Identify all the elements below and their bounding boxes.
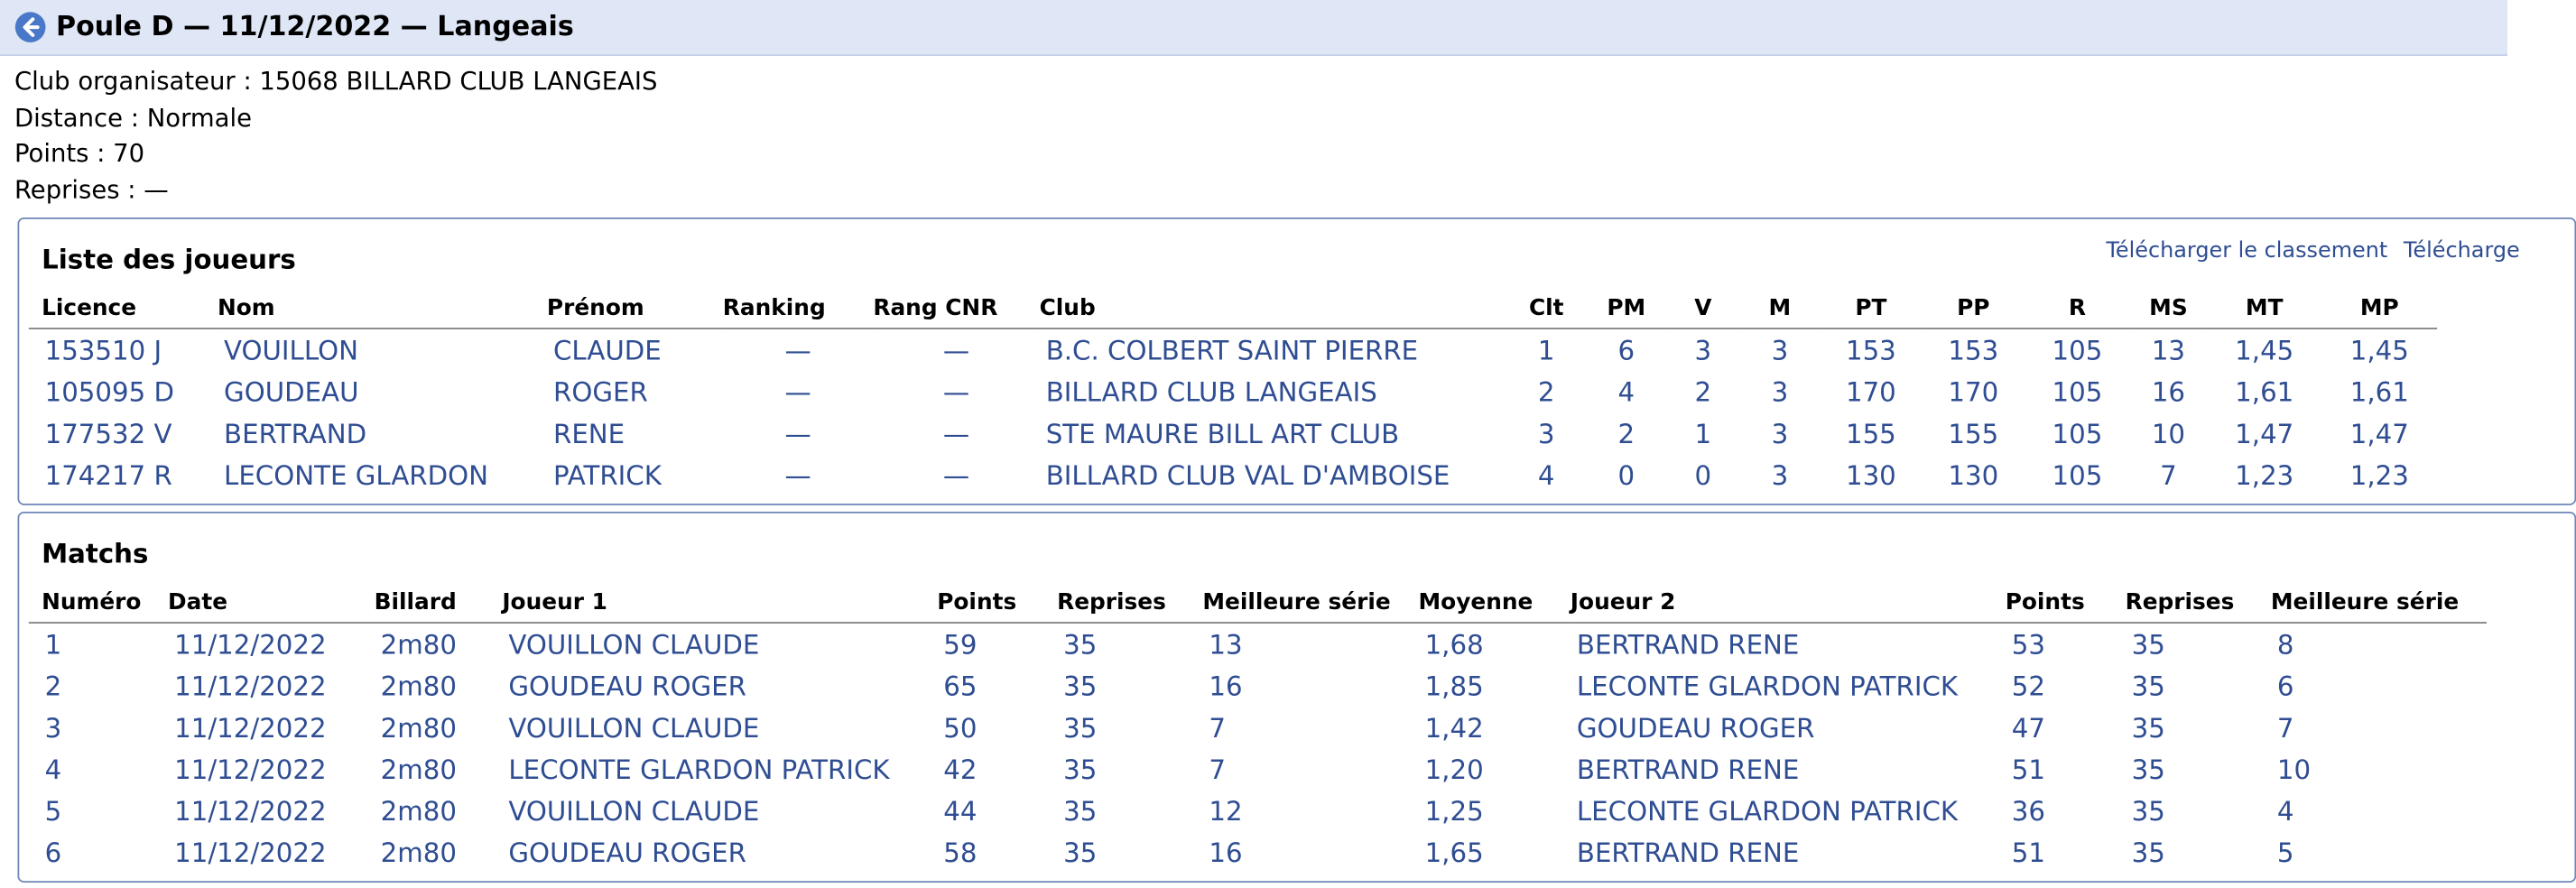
v: 2: [1694, 376, 1712, 407]
m: 3: [1771, 459, 1789, 491]
points-2: 52: [2011, 671, 2046, 701]
joueur-1[interactable]: GOUDEAU ROGER: [508, 837, 746, 868]
club[interactable]: STE MAURE BILL ART CLUB: [1045, 418, 1400, 449]
clt: 1: [1537, 335, 1555, 365]
licence[interactable]: 177532 V: [44, 418, 172, 449]
mt: 1,61: [2235, 376, 2294, 407]
nom[interactable]: LECONTE GLARDON: [224, 459, 489, 491]
billard: 2m80: [380, 629, 457, 660]
col-licence[interactable]: Licence: [29, 290, 218, 328]
r: 105: [2052, 459, 2103, 491]
club[interactable]: BILLARD CLUB LANGEAIS: [1045, 376, 1377, 407]
ranking: —: [784, 418, 811, 449]
col-rang-cnr[interactable]: Rang CNR: [873, 290, 1039, 328]
v: 3: [1694, 335, 1712, 365]
rang-cnr: —: [942, 376, 970, 407]
meilleure-serie-2: 6: [2276, 671, 2294, 701]
ranking: —: [784, 376, 811, 407]
meilleure-serie-1: 7: [1209, 754, 1227, 785]
joueur-2[interactable]: LECONTE GLARDON PATRICK: [1576, 795, 1959, 827]
billard: 2m80: [380, 754, 457, 785]
points-2: 51: [2011, 754, 2046, 785]
meilleure-serie-2: 8: [2276, 629, 2294, 660]
points-1: 65: [943, 671, 978, 701]
joueur-2[interactable]: BERTRAND RENE: [1576, 754, 1800, 785]
col-meilleure-serie-1[interactable]: Meilleure série: [1202, 584, 1418, 623]
reprises-1: 35: [1063, 671, 1098, 701]
matchs-table: [29, 584, 2487, 874]
r: 105: [2052, 335, 2103, 365]
meilleure-serie-2: 10: [2276, 754, 2312, 785]
meilleure-serie-1: 7: [1209, 712, 1227, 743]
date: 11/12/2022: [174, 712, 327, 743]
prenom: ROGER: [553, 376, 648, 407]
date: 11/12/2022: [174, 795, 327, 827]
pm: 0: [1617, 459, 1635, 491]
points-2: 51: [2011, 837, 2046, 868]
points-1: 58: [943, 837, 978, 868]
moyenne: 1,42: [1424, 712, 1484, 743]
player-row[interactable]: [29, 371, 2437, 412]
pt: 130: [1845, 459, 1896, 491]
points-1: 42: [943, 754, 978, 785]
v: 1: [1694, 418, 1712, 449]
r: 105: [2052, 376, 2103, 407]
prenom: CLAUDE: [553, 335, 662, 365]
mp: 1,61: [2349, 376, 2409, 407]
reprises-1: 35: [1063, 629, 1098, 660]
licence[interactable]: 153510 J: [44, 335, 162, 365]
col-clt[interactable]: Clt: [1506, 290, 1587, 328]
match-row[interactable]: [29, 748, 2487, 790]
players-title: Liste des joueurs: [42, 245, 296, 275]
download-ranking-link[interactable]: Télécharger le classement: [2106, 237, 2388, 264]
col-prenom[interactable]: Prénom: [547, 290, 723, 328]
billard: 2m80: [380, 671, 457, 701]
col-points-2[interactable]: Points: [2006, 584, 2126, 623]
page-title: Poule D — 11/12/2022 — Langeais: [56, 11, 574, 43]
meilleure-serie-1: 16: [1209, 671, 1243, 701]
col-joueur-2[interactable]: Joueur 2: [1571, 584, 2006, 623]
club-organisateur: Club organisateur : 15068 BILLARD CLUB LANGEAIS: [14, 67, 658, 97]
licence[interactable]: 105095 D: [44, 376, 175, 407]
rang-cnr: —: [942, 459, 970, 491]
col-mp[interactable]: MP: [2322, 290, 2438, 328]
match-row[interactable]: [29, 831, 2487, 873]
numero[interactable]: 4: [44, 754, 62, 785]
nom[interactable]: GOUDEAU: [224, 376, 359, 407]
clt: 2: [1537, 376, 1555, 407]
pp: 153: [1948, 335, 1999, 365]
match-row[interactable]: [29, 790, 2487, 831]
points-2: 47: [2011, 712, 2046, 743]
joueur-2[interactable]: GOUDEAU ROGER: [1576, 712, 1815, 743]
points: Points : 70: [14, 139, 145, 169]
club[interactable]: B.C. COLBERT SAINT PIERRE: [1045, 335, 1419, 365]
ranking: —: [784, 459, 811, 491]
players-panel: [17, 217, 2576, 505]
col-mt[interactable]: MT: [2207, 290, 2322, 328]
col-nom[interactable]: Nom: [218, 290, 547, 328]
pt: 155: [1845, 418, 1896, 449]
date: 11/12/2022: [174, 837, 327, 868]
v: 0: [1694, 459, 1712, 491]
meilleure-serie-1: 16: [1209, 837, 1243, 868]
col-joueur-1[interactable]: Joueur 1: [502, 584, 937, 623]
numero[interactable]: 5: [44, 795, 62, 827]
col-m[interactable]: M: [1740, 290, 1821, 328]
points-1: 44: [943, 795, 978, 827]
ranking: —: [784, 335, 811, 365]
points-1: 59: [943, 629, 978, 660]
billard: 2m80: [380, 837, 457, 868]
reprises-1: 35: [1063, 712, 1098, 743]
licence[interactable]: 174217 R: [44, 459, 172, 491]
matchs-header-row: [29, 584, 2487, 623]
col-ranking[interactable]: Ranking: [723, 290, 874, 328]
clt: 4: [1537, 459, 1555, 491]
numero[interactable]: 6: [44, 837, 62, 868]
matchs-panel: [17, 512, 2576, 883]
col-reprises-2[interactable]: Reprises: [2126, 584, 2271, 623]
ms: 10: [2151, 418, 2186, 449]
pt: 153: [1845, 335, 1896, 365]
points-2: 53: [2011, 629, 2046, 660]
reprises-1: 35: [1063, 795, 1098, 827]
billard: 2m80: [380, 795, 457, 827]
meilleure-serie-2: 5: [2276, 837, 2294, 868]
ms: 7: [2160, 459, 2177, 491]
date: 11/12/2022: [174, 671, 327, 701]
pt: 170: [1845, 376, 1896, 407]
date: 11/12/2022: [174, 629, 327, 660]
col-billard[interactable]: Billard: [375, 584, 503, 623]
col-points-1[interactable]: Points: [937, 584, 1057, 623]
col-numero[interactable]: Numéro: [29, 584, 168, 623]
pp: 155: [1948, 418, 1999, 449]
player-row[interactable]: [29, 328, 2437, 371]
moyenne: 1,20: [1424, 754, 1484, 785]
reprises-1: 35: [1063, 754, 1098, 785]
mp: 1,23: [2349, 459, 2409, 491]
pm: 4: [1617, 376, 1635, 407]
players-header-row: [29, 290, 2437, 328]
col-reprises-1[interactable]: Reprises: [1057, 584, 1202, 623]
rang-cnr: —: [942, 335, 970, 365]
reprises-2: 35: [2131, 671, 2165, 701]
date: 11/12/2022: [174, 754, 327, 785]
reprises-2: 35: [2131, 712, 2165, 743]
mt: 1,47: [2235, 418, 2294, 449]
col-pp[interactable]: PP: [1923, 290, 2025, 328]
mp: 1,47: [2349, 418, 2409, 449]
nom[interactable]: BERTRAND: [224, 418, 367, 449]
download-link-2[interactable]: Télécharge: [2403, 237, 2520, 264]
joueur-1[interactable]: GOUDEAU ROGER: [508, 671, 746, 701]
back-arrow-icon[interactable]: [14, 11, 46, 42]
joueur-1[interactable]: VOUILLON CLAUDE: [508, 712, 760, 743]
col-moyenne[interactable]: Moyenne: [1418, 584, 1570, 623]
numero[interactable]: 1: [44, 629, 62, 660]
match-row[interactable]: [29, 707, 2487, 748]
meilleure-serie-2: 4: [2276, 795, 2294, 827]
m: 3: [1771, 335, 1789, 365]
joueur-2[interactable]: LECONTE GLARDON PATRICK: [1576, 671, 1959, 701]
rang-cnr: —: [942, 418, 970, 449]
ms: 16: [2151, 376, 2186, 407]
mp: 1,45: [2349, 335, 2409, 365]
col-meilleure-serie-2[interactable]: Meilleure série: [2271, 584, 2487, 623]
reprises-2: 35: [2131, 837, 2165, 868]
ms: 13: [2151, 335, 2186, 365]
players-table: [29, 290, 2437, 496]
info-block: [0, 56, 2507, 208]
points-2: 36: [2011, 795, 2046, 827]
matchs-title: Matchs: [42, 539, 149, 569]
match-row[interactable]: [29, 665, 2487, 707]
r: 105: [2052, 418, 2103, 449]
mt: 1,23: [2235, 459, 2294, 491]
pm: 6: [1617, 335, 1635, 365]
moyenne: 1,25: [1424, 795, 1484, 827]
player-row[interactable]: [29, 412, 2437, 454]
prenom: PATRICK: [553, 459, 662, 491]
prenom: RENE: [553, 418, 625, 449]
meilleure-serie-1: 13: [1209, 629, 1243, 660]
title-bar: [0, 0, 2507, 56]
col-date[interactable]: Date: [168, 584, 375, 623]
reprises: Reprises : —: [14, 175, 169, 204]
joueur-1[interactable]: VOUILLON CLAUDE: [508, 795, 760, 827]
billard: 2m80: [380, 712, 457, 743]
match-row[interactable]: [29, 623, 2487, 665]
col-pm[interactable]: PM: [1587, 290, 1667, 328]
meilleure-serie-2: 7: [2276, 712, 2294, 743]
pm: 2: [1617, 418, 1635, 449]
player-row[interactable]: [29, 454, 2437, 495]
reprises-1: 35: [1063, 837, 1098, 868]
col-r[interactable]: R: [2025, 290, 2130, 328]
moyenne: 1,68: [1424, 629, 1484, 660]
meilleure-serie-1: 12: [1209, 795, 1243, 827]
points-1: 50: [943, 712, 978, 743]
numero[interactable]: 2: [44, 671, 62, 701]
numero[interactable]: 3: [44, 712, 62, 743]
distance: Distance : Normale: [14, 103, 252, 133]
reprises-2: 35: [2131, 795, 2165, 827]
joueur-1[interactable]: LECONTE GLARDON PATRICK: [508, 754, 890, 785]
reprises-2: 35: [2131, 754, 2165, 785]
club[interactable]: BILLARD CLUB VAL D'AMBOISE: [1045, 459, 1450, 491]
clt: 3: [1537, 418, 1555, 449]
col-pt[interactable]: PT: [1820, 290, 1922, 328]
pp: 130: [1948, 459, 1999, 491]
col-ms[interactable]: MS: [2130, 290, 2207, 328]
moyenne: 1,65: [1424, 837, 1484, 868]
joueur-2[interactable]: BERTRAND RENE: [1576, 629, 1800, 660]
col-club[interactable]: Club: [1040, 290, 1506, 328]
joueur-1[interactable]: VOUILLON CLAUDE: [508, 629, 760, 660]
col-v[interactable]: V: [1666, 290, 1739, 328]
pp: 170: [1948, 376, 1999, 407]
m: 3: [1771, 376, 1789, 407]
joueur-2[interactable]: BERTRAND RENE: [1576, 837, 1800, 868]
nom[interactable]: VOUILLON: [224, 335, 358, 365]
reprises-2: 35: [2131, 629, 2165, 660]
moyenne: 1,85: [1424, 671, 1484, 701]
mt: 1,45: [2235, 335, 2294, 365]
m: 3: [1771, 418, 1789, 449]
